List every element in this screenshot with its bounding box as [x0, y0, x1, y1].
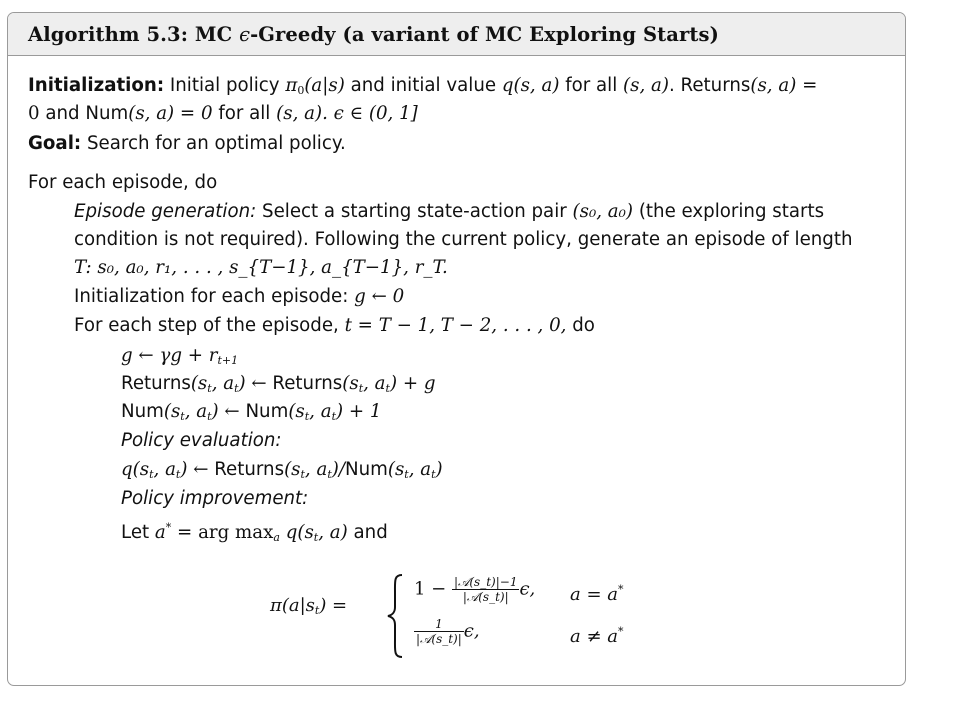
math-sub: t	[314, 604, 320, 617]
math-part: , a	[363, 373, 386, 394]
init-returns-arg: (s, a) =	[750, 75, 818, 96]
algorithm-box	[7, 12, 906, 686]
for-each-step-do: do	[566, 315, 595, 336]
num-word: Num	[121, 401, 164, 422]
fraction-denominator: |𝒜(s_t)|	[416, 632, 462, 646]
math-part: ) =	[319, 595, 348, 616]
argmax-text: = arg max	[171, 522, 274, 543]
math-sub: t	[385, 382, 390, 395]
math-part: (s	[288, 401, 305, 422]
num-word: Num	[245, 401, 289, 422]
math-sub: t	[300, 468, 305, 481]
algorithm-title-suffix: -Greedy (a variant of MC Exploring Starts)	[250, 22, 719, 46]
fraction-numerator: 1	[414, 617, 464, 632]
episode-sequence: : s₀, a₀, r₁, . . . , s_{T−1}, a_{T−1}, r_T.	[85, 257, 448, 278]
init-pi: π	[285, 75, 298, 96]
let-word: Let	[121, 522, 155, 543]
case-2-fraction	[414, 617, 464, 646]
math-sub: t	[431, 468, 436, 481]
for-each-step-text: For each step of the episode,	[74, 315, 345, 336]
math-part: ) ←	[238, 373, 273, 394]
case-2-condition	[570, 625, 624, 647]
episode-generation-text-2: (the exploring starts	[633, 201, 825, 222]
init-each-episode-math: g ← 0	[354, 286, 405, 307]
returns-word: Returns	[272, 373, 343, 394]
step-num-update	[121, 400, 381, 429]
math-sup: *	[165, 521, 172, 534]
init-pi-arg: (a|s)	[304, 75, 345, 96]
math-part: , a	[304, 459, 328, 480]
step-g-update-math: g ← γg + r	[121, 345, 218, 366]
math-part: ) ←	[180, 459, 215, 480]
math-part: (s	[387, 459, 405, 480]
algorithm-title-epsilon: ϵ	[239, 22, 251, 46]
init-line-2	[28, 102, 418, 126]
math-part: ϵ,	[519, 578, 536, 600]
math-sup: *	[618, 625, 624, 638]
math-part: , a	[408, 459, 432, 480]
init-line2-text: and Num	[39, 103, 129, 124]
goal-label: Goal:	[28, 133, 82, 154]
math-part: ) ←	[211, 401, 246, 422]
math-part: , a	[153, 459, 176, 480]
case-1	[414, 575, 535, 604]
math-part: , a	[211, 373, 235, 394]
math-part: (s	[163, 401, 181, 422]
for-each-step	[74, 314, 595, 338]
math-sub: t	[175, 468, 181, 481]
math-sup: *	[618, 583, 624, 596]
episode-generation-text-1: Select a starting state-action pair	[256, 201, 573, 222]
for-each-episode: For each episode, do	[28, 172, 218, 193]
math-sub: t	[149, 468, 154, 481]
init-line2-text2: for all	[212, 103, 277, 124]
step-g-update	[121, 344, 238, 373]
math-part: ) + 1	[336, 401, 382, 422]
episode-generation-line-2: condition is not required). Following the current policy, generate an episode of length	[74, 229, 853, 250]
returns-word: Returns	[214, 459, 285, 480]
math-part: π(a|s	[270, 595, 315, 616]
init-line-1	[28, 74, 817, 103]
math-part: , a)	[318, 522, 348, 543]
for-each-step-math: t = T − 1, T − 2, . . . , 0,	[344, 315, 567, 336]
returns-word: Returns	[121, 373, 191, 394]
case-1-condition	[570, 583, 624, 605]
init-text-3: for all	[559, 75, 624, 96]
init-label: Initialization:	[28, 75, 165, 96]
math-part: ϵ,	[463, 620, 480, 642]
math-part: (s	[190, 373, 208, 394]
init-zero: 0	[28, 103, 40, 124]
fraction-numerator: |𝒜(s_t)|−1	[453, 575, 518, 589]
math-part: q(s	[279, 522, 314, 543]
init-epsilon-range: ϵ ∈ (0, 1]	[327, 103, 418, 124]
math-part: a	[154, 522, 166, 543]
math-sub: a	[273, 531, 280, 544]
let-a-star-line	[121, 516, 388, 550]
math-sub: t	[327, 468, 332, 481]
fraction-denominator: |𝒜(s_t)|	[462, 590, 509, 604]
math-part: q(s	[121, 459, 150, 480]
init-sa: (s, a)	[623, 75, 669, 96]
math-sub: t	[234, 382, 239, 395]
num-word: Num	[344, 459, 388, 480]
math-part: ) + g	[389, 373, 436, 394]
episode-generation-pair: (s₀, a₀)	[572, 201, 634, 222]
math-part: 1 −	[414, 578, 452, 600]
math-sub: t	[404, 468, 409, 481]
goal-text: Search for an optimal policy.	[81, 133, 346, 154]
goal-line	[28, 132, 346, 156]
math-part: (s	[284, 459, 301, 480]
init-q: q(s, a)	[501, 75, 560, 96]
episode-generation-label: Episode generation:	[74, 201, 257, 222]
math-sub: t	[313, 531, 319, 544]
episode-length-T: T	[74, 257, 86, 278]
math-sub: t	[207, 410, 212, 423]
init-text-2: and initial value	[344, 75, 502, 96]
algorithm-title-prefix: Algorithm 5.3: MC	[28, 22, 240, 46]
math-sub: t	[331, 410, 336, 423]
init-num-arg: (s, a) = 0	[128, 103, 213, 124]
init-text-4: . Returns	[668, 75, 751, 96]
algorithm-header	[8, 13, 905, 56]
case-1-fraction	[452, 575, 519, 604]
policy-evaluation-label: Policy evaluation:	[121, 430, 282, 451]
policy-improvement-label: Policy improvement:	[121, 488, 309, 509]
init-line2-sa: (s, a).	[276, 103, 328, 124]
math-part: , a	[184, 401, 208, 422]
step-g-update-sub: t+1	[217, 354, 239, 367]
math-sub: t	[180, 410, 185, 423]
cases-brace	[386, 573, 406, 659]
init-each-episode	[74, 285, 404, 309]
step-q-update	[121, 458, 443, 487]
init-text-1: Initial policy	[164, 75, 286, 96]
step-returns-update	[121, 372, 435, 401]
math-part: )	[435, 459, 443, 480]
math-part: a ≠ a	[570, 626, 618, 647]
case-2	[414, 617, 480, 646]
math-sub: t	[304, 410, 310, 423]
init-each-episode-text: Initialization for each episode:	[74, 286, 355, 307]
math-part: (s	[342, 373, 359, 394]
math-sub: t	[358, 382, 364, 395]
and-word: and	[347, 522, 388, 543]
policy-lhs	[270, 595, 347, 617]
math-part: a = a	[570, 584, 618, 605]
episode-generation-line-1	[74, 200, 824, 224]
math-part: )/	[331, 459, 345, 480]
math-sub: t	[207, 382, 212, 395]
math-part: , a	[309, 401, 332, 422]
init-pi-sub: 0	[297, 84, 305, 97]
episode-generation-line-3	[74, 256, 448, 280]
